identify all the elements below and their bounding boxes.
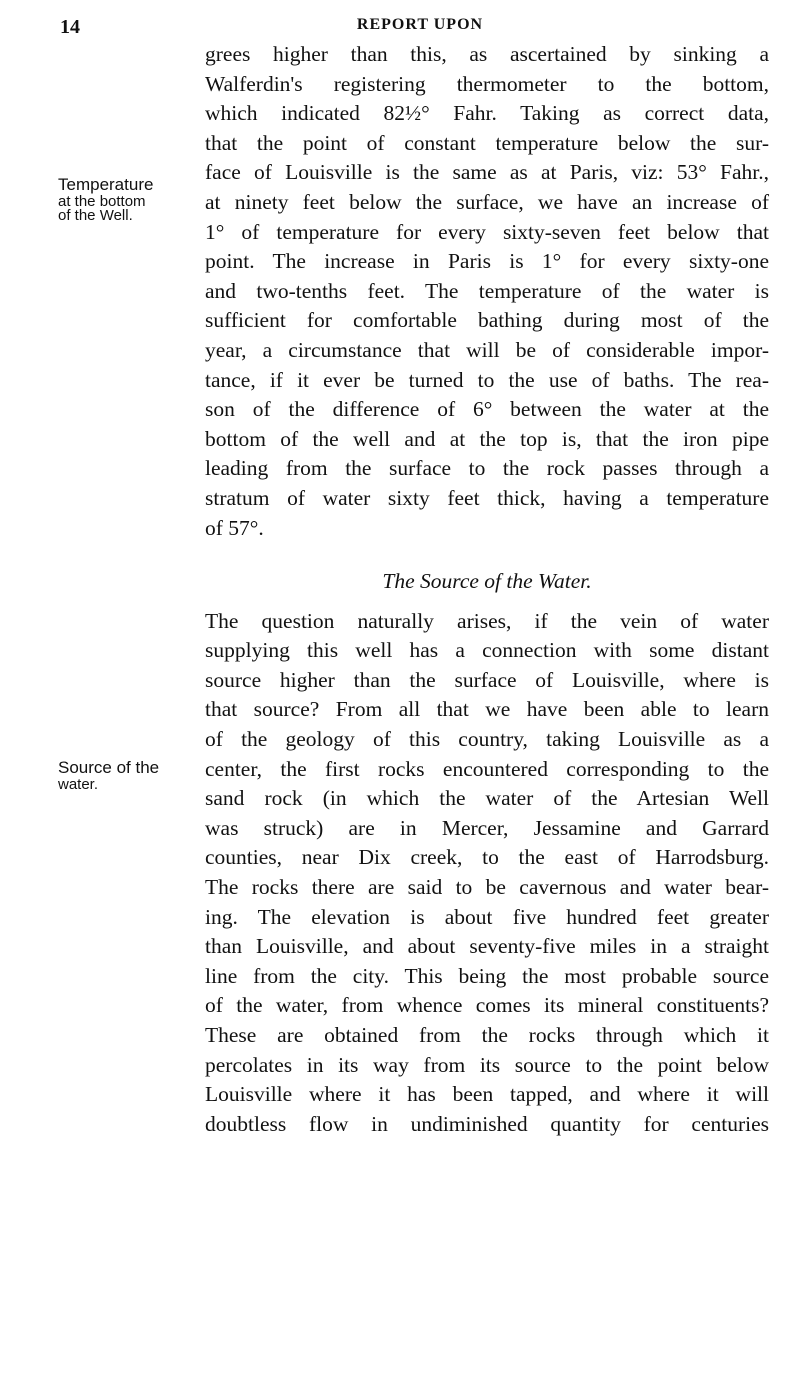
text-line: point. The increase in Paris is 1° for every sixty-one [205,249,769,274]
text-line: year, a circumstance that will be of considerable impor- [205,337,769,362]
text-line: bottom of the well and at the top is, that the iron pipe [205,426,769,451]
text-line: The rocks there are said to be cavernous and water bear- [205,875,769,900]
margin-note-line: at the bottom [58,193,146,210]
margin-note-line: Source of the [58,758,160,777]
margin-note-line: Temperature [58,175,154,194]
text-line: that source? From all that we have been able to learn [205,697,769,722]
text-line: sufficient for comfortable bathing during most of the [205,308,769,333]
text-line: 1° of temperature for every sixty-seven feet below that [205,219,769,244]
text-line: face of Louisville is the same as at Paris, viz: 53° Fahr., [205,160,769,185]
text-line: of the water, from whence comes its mineral constituents? [205,993,769,1018]
text-line: tance, if it ever be turned to the use of baths. The rea- [205,367,769,392]
text-line: and two-tenths feet. The temperature of the water is [205,278,769,303]
margin-note-temperature [58,175,208,223]
body-text [205,40,769,1139]
margin-note-line: water. [58,776,99,793]
text-line: stratum of water sixty feet thick, having a temperature [205,485,769,510]
text-line: than Louisville, and about seventy-five miles in a straight [205,934,769,959]
text-line: which indicated 82½° Fahr. Taking as correct data, [205,101,769,126]
margin-note-line: of the Well. [58,207,133,224]
text-line: Louisville where it has been tapped, and where it will [205,1082,769,1107]
section-heading: The Source of the Water. [382,569,592,594]
text-line: source higher than the surface of Louisville, where is [205,667,769,692]
page-header [60,16,780,42]
text-line: The question naturally arises, if the vein of water [205,608,769,633]
text-line: percolates in its way from its source to the point below [205,1052,769,1077]
text-line: leading from the surface to the rock passes through a [205,456,769,481]
text-line: center, the first rocks encountered corresponding to the [205,756,769,781]
paragraph-1 [205,40,769,543]
margin-note-source [58,758,208,792]
text-line: line from the city. This being the most probable source [205,963,769,988]
text-line: of 57°. [205,515,264,540]
text-line: that the point of constant temperature below the sur- [205,130,769,155]
text-line: sand rock (in which the water of the Artesian Well [205,786,769,811]
text-line: doubtless flow in undiminished quantity for centuries [205,1111,769,1136]
text-line: supplying this well has a connection with some distant [205,638,769,663]
text-line: was struck) are in Mercer, Jessamine and Garrard [205,815,769,840]
text-line: Walferdin's registering thermometer to the bottom, [205,71,769,96]
text-line: at ninety feet below the surface, we have an increase of [205,189,769,214]
text-line: These are obtained from the rocks through which it [205,1023,769,1047]
text-line: son of the difference of 6° between the water at the [205,397,769,422]
running-title: REPORT UPON [356,16,484,33]
text-line: counties, near Dix creek, to the east of Harrodsburg. [205,845,769,870]
text-line: grees higher than this, as ascertained by sinking a [205,42,769,66]
text-line: ing. The elevation is about five hundred feet greater [205,904,769,929]
page-number: 14 [60,16,80,38]
paragraph-2 [205,607,769,1140]
text-line: of the geology of this country, taking Louisville as a [205,727,769,752]
